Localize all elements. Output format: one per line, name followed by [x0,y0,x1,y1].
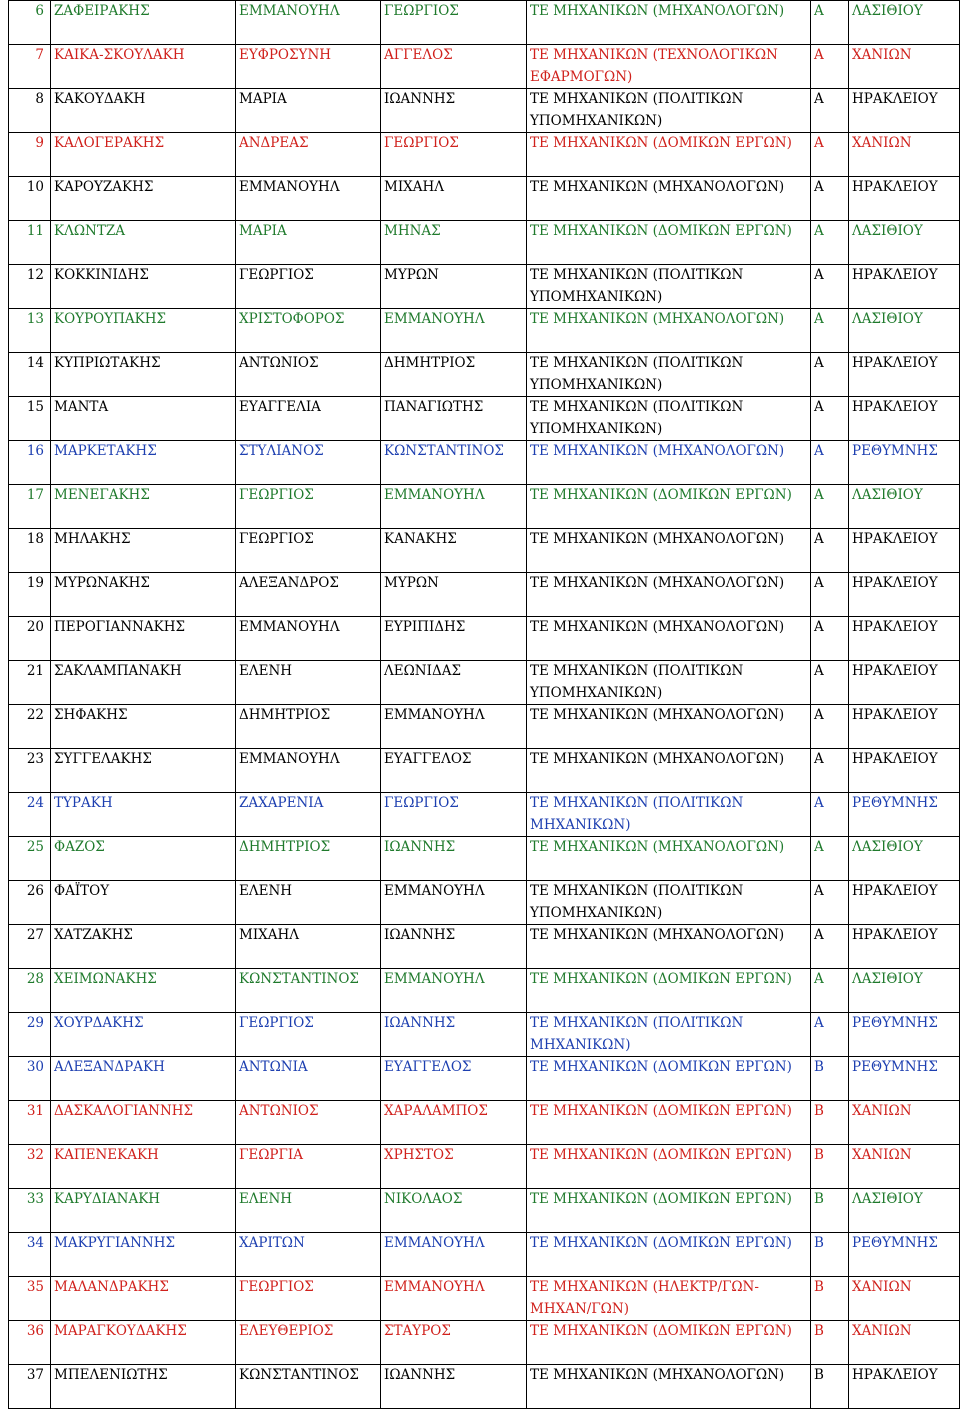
table-row [9,221,960,265]
grade-cell: Α [811,749,849,793]
table-row [9,89,960,133]
table-row [9,573,960,617]
father-name-cell: ΕΜΜΑΝΟΥΗΛ [381,705,527,749]
first-name-cell: ΚΩΝΣΤΑΝΤΙΝΟΣ [236,1365,381,1409]
table-row [9,1321,960,1365]
grade-cell: Α [811,441,849,485]
surname-cell: ΧΑΤΖΑΚΗΣ [51,925,236,969]
department-cell: ΤΕ ΜΗΧΑΝΙΚΩΝ (ΜΗΧΑΝΟΛΟΓΩΝ) [527,441,811,485]
surname-cell: ΜΑΡΑΓΚΟΥΔΑΚΗΣ [51,1321,236,1365]
region-cell: ΡΕΘΥΜΝΗΣ [849,793,960,837]
surname-cell: ΦΑΖΟΣ [51,837,236,881]
father-name-cell: ΓΕΩΡΓΙΟΣ [381,133,527,177]
row-number: 36 [9,1321,51,1365]
department-cell: ΤΕ ΜΗΧΑΝΙΚΩΝ (ΜΗΧΑΝΟΛΟΓΩΝ) [527,177,811,221]
row-number: 25 [9,837,51,881]
first-name-cell: ΓΕΩΡΓΙΟΣ [236,265,381,309]
father-name-cell: ΓΕΩΡΓΙΟΣ [381,793,527,837]
surname-cell: ΚΑΛΟΓΕΡΑΚΗΣ [51,133,236,177]
father-name-cell: ΕΜΜΑΝΟΥΗΛ [381,881,527,925]
department-cell: ΤΕ ΜΗΧΑΝΙΚΩΝ (ΔΟΜΙΚΩΝ ΕΡΓΩΝ) [527,1321,811,1365]
father-name-cell: ΧΡΗΣΤΟΣ [381,1145,527,1189]
table-row [9,397,960,441]
grade-cell: Α [811,309,849,353]
father-name-cell: ΕΜΜΑΝΟΥΗΛ [381,1277,527,1321]
father-name-cell: ΕΜΜΑΝΟΥΗΛ [381,309,527,353]
first-name-cell: ΧΑΡΙΤΩΝ [236,1233,381,1277]
father-name-cell: ΕΥΡΙΠΙΔΗΣ [381,617,527,661]
department-cell: ΤΕ ΜΗΧΑΝΙΚΩΝ (ΜΗΧΑΝΟΛΟΓΩΝ) [527,529,811,573]
department-cell: ΤΕ ΜΗΧΑΝΙΚΩΝ (ΔΟΜΙΚΩΝ ΕΡΓΩΝ) [527,969,811,1013]
surname-cell: ΧΕΙΜΩΝΑΚΗΣ [51,969,236,1013]
candidates-table [8,0,960,1409]
region-cell: ΧΑΝΙΩΝ [849,1321,960,1365]
region-cell: ΗΡΑΚΛΕΙΟΥ [849,705,960,749]
region-cell: ΛΑΣΙΘΙΟΥ [849,485,960,529]
table-row [9,485,960,529]
table-row [9,353,960,397]
department-cell: ΤΕ ΜΗΧΑΝΙΚΩΝ (ΔΟΜΙΚΩΝ ΕΡΓΩΝ) [527,1057,811,1101]
father-name-cell: ΕΥΑΓΓΕΛΟΣ [381,1057,527,1101]
father-name-cell: ΙΩΑΝΝΗΣ [381,837,527,881]
department-cell: ΤΕ ΜΗΧΑΝΙΚΩΝ (ΠΟΛΙΤΙΚΩΝ ΥΠΟΜΗΧΑΝΙΚΩΝ) [527,397,811,441]
father-name-cell: ΕΥΑΓΓΕΛΟΣ [381,749,527,793]
surname-cell: ΜΑΝΤΑ [51,397,236,441]
surname-cell: ΚΑΠΕΝΕΚΑΚΗ [51,1145,236,1189]
row-number: 28 [9,969,51,1013]
row-number: 11 [9,221,51,265]
table-row [9,661,960,705]
grade-cell: Α [811,45,849,89]
region-cell: ΗΡΑΚΛΕΙΟΥ [849,1365,960,1409]
grade-cell: Α [811,265,849,309]
region-cell: ΧΑΝΙΩΝ [849,133,960,177]
father-name-cell: ΜΗΝΑΣ [381,221,527,265]
row-number: 14 [9,353,51,397]
father-name-cell: ΑΓΓΕΛΟΣ [381,45,527,89]
father-name-cell: ΝΙΚΟΛΑΟΣ [381,1189,527,1233]
table-row [9,925,960,969]
surname-cell: ΚΑΚΟΥΔΑΚΗ [51,89,236,133]
row-number: 29 [9,1013,51,1057]
department-cell: ΤΕ ΜΗΧΑΝΙΚΩΝ (ΔΟΜΙΚΩΝ ΕΡΓΩΝ) [527,1189,811,1233]
first-name-cell: ΜΑΡΙΑ [236,221,381,265]
row-number: 31 [9,1101,51,1145]
department-cell: ΤΕ ΜΗΧΑΝΙΚΩΝ (ΠΟΛΙΤΙΚΩΝ ΥΠΟΜΗΧΑΝΙΚΩΝ) [527,881,811,925]
grade-cell: Α [811,397,849,441]
father-name-cell: ΙΩΑΝΝΗΣ [381,1365,527,1409]
region-cell: ΗΡΑΚΛΕΙΟΥ [849,749,960,793]
first-name-cell: ΑΝΔΡΕΑΣ [236,133,381,177]
father-name-cell: ΙΩΑΝΝΗΣ [381,1013,527,1057]
first-name-cell: ΕΥΦΡΟΣΥΝΗ [236,45,381,89]
first-name-cell: ΜΙΧΑΗΛ [236,925,381,969]
table-row [9,133,960,177]
first-name-cell: ΕΜΜΑΝΟΥΗΛ [236,617,381,661]
father-name-cell: ΚΩΝΣΤΑΝΤΙΝΟΣ [381,441,527,485]
department-cell: ΤΕ ΜΗΧΑΝΙΚΩΝ (ΜΗΧΑΝΟΛΟΓΩΝ) [527,573,811,617]
grade-cell: Α [811,1013,849,1057]
row-number: 7 [9,45,51,89]
first-name-cell: ΧΡΙΣΤΟΦΟΡΟΣ [236,309,381,353]
grade-cell: Α [811,705,849,749]
grade-cell: Β [811,1101,849,1145]
row-number: 35 [9,1277,51,1321]
surname-cell: ΦΑΪΤΟΥ [51,881,236,925]
surname-cell: ΚΥΠΡΙΩΤΑΚΗΣ [51,353,236,397]
row-number: 8 [9,89,51,133]
surname-cell: ΚΑΡΥΔΙΑΝΑΚΗ [51,1189,236,1233]
grade-cell: Β [811,1277,849,1321]
surname-cell: ΑΛΕΞΑΝΔΡΑΚΗ [51,1057,236,1101]
table-row [9,309,960,353]
first-name-cell: ΕΜΜΑΝΟΥΗΛ [236,1,381,45]
row-number: 15 [9,397,51,441]
department-cell: ΤΕ ΜΗΧΑΝΙΚΩΝ (ΜΗΧΑΝΟΛΟΓΩΝ) [527,749,811,793]
department-cell: ΤΕ ΜΗΧΑΝΙΚΩΝ (ΠΟΛΙΤΙΚΩΝ ΜΗΧΑΝΙΚΩΝ) [527,1013,811,1057]
table-row [9,617,960,661]
row-number: 32 [9,1145,51,1189]
surname-cell: ΧΟΥΡΔΑΚΗΣ [51,1013,236,1057]
department-cell: ΤΕ ΜΗΧΑΝΙΚΩΝ (ΜΗΧΑΝΟΛΟΓΩΝ) [527,837,811,881]
surname-cell: ΖΑΦΕΙΡΑΚΗΣ [51,1,236,45]
table-row [9,1101,960,1145]
region-cell: ΗΡΑΚΛΕΙΟΥ [849,661,960,705]
department-cell: ΤΕ ΜΗΧΑΝΙΚΩΝ (ΗΛΕΚΤΡ/ΓΩΝ-ΜΗΧΑΝ/ΓΩΝ) [527,1277,811,1321]
first-name-cell: ΣΤΥΛΙΑΝΟΣ [236,441,381,485]
first-name-cell: ΑΛΕΞΑΝΔΡΟΣ [236,573,381,617]
grade-cell: Β [811,1321,849,1365]
grade-cell: Α [811,353,849,397]
region-cell: ΛΑΣΙΘΙΟΥ [849,837,960,881]
department-cell: ΤΕ ΜΗΧΑΝΙΚΩΝ (ΜΗΧΑΝΟΛΟΓΩΝ) [527,925,811,969]
region-cell: ΛΑΣΙΘΙΟΥ [849,221,960,265]
row-number: 16 [9,441,51,485]
grade-cell: Α [811,925,849,969]
table-row [9,1189,960,1233]
grade-cell: Α [811,969,849,1013]
department-cell: ΤΕ ΜΗΧΑΝΙΚΩΝ (ΤΕΧΝΟΛΟΓΙΚΩΝ ΕΦΑΡΜΟΓΩΝ) [527,45,811,89]
region-cell: ΗΡΑΚΛΕΙΟΥ [849,573,960,617]
surname-cell: ΜΠΕΛΕΝΙΩΤΗΣ [51,1365,236,1409]
first-name-cell: ΓΕΩΡΓΙΟΣ [236,529,381,573]
row-number: 33 [9,1189,51,1233]
surname-cell: ΜΑΛΑΝΔΡΑΚΗΣ [51,1277,236,1321]
table-row [9,1145,960,1189]
department-cell: ΤΕ ΜΗΧΑΝΙΚΩΝ (ΜΗΧΑΝΟΛΟΓΩΝ) [527,309,811,353]
grade-cell: Α [811,221,849,265]
first-name-cell: ΔΗΜΗΤΡΙΟΣ [236,837,381,881]
region-cell: ΛΑΣΙΘΙΟΥ [849,1,960,45]
table-row [9,881,960,925]
region-cell: ΗΡΑΚΛΕΙΟΥ [849,353,960,397]
father-name-cell: ΜΥΡΩΝ [381,573,527,617]
surname-cell: ΠΕΡΟΓΙΑΝΝΑΚΗΣ [51,617,236,661]
region-cell: ΛΑΣΙΘΙΟΥ [849,1189,960,1233]
row-number: 24 [9,793,51,837]
first-name-cell: ΕΛΕΝΗ [236,1189,381,1233]
surname-cell: ΜΑΚΡΥΓΙΑΝΝΗΣ [51,1233,236,1277]
surname-cell: ΚΑΙΚΑ-ΣΚΟΥΛΑΚΗ [51,45,236,89]
department-cell: ΤΕ ΜΗΧΑΝΙΚΩΝ (ΔΟΜΙΚΩΝ ΕΡΓΩΝ) [527,1145,811,1189]
grade-cell: Β [811,1365,849,1409]
grade-cell: Α [811,793,849,837]
grade-cell: Α [811,89,849,133]
table-row [9,1277,960,1321]
first-name-cell: ΓΕΩΡΓΙΑ [236,1145,381,1189]
first-name-cell: ΓΕΩΡΓΙΟΣ [236,485,381,529]
first-name-cell: ΕΛΕΝΗ [236,881,381,925]
surname-cell: ΔΑΣΚΑΛΟΓΙΑΝΝΗΣ [51,1101,236,1145]
grade-cell: Β [811,1145,849,1189]
father-name-cell: ΕΜΜΑΝΟΥΗΛ [381,485,527,529]
surname-cell: ΚΑΡΟΥΖΑΚΗΣ [51,177,236,221]
first-name-cell: ΓΕΩΡΓΙΟΣ [236,1013,381,1057]
region-cell: ΗΡΑΚΛΕΙΟΥ [849,529,960,573]
grade-cell: Α [811,133,849,177]
region-cell: ΡΕΘΥΜΝΗΣ [849,1057,960,1101]
father-name-cell: ΙΩΑΝΝΗΣ [381,89,527,133]
first-name-cell: ΖΑΧΑΡΕΝΙΑ [236,793,381,837]
department-cell: ΤΕ ΜΗΧΑΝΙΚΩΝ (ΔΟΜΙΚΩΝ ΕΡΓΩΝ) [527,485,811,529]
table-row [9,1365,960,1409]
row-number: 26 [9,881,51,925]
department-cell: ΤΕ ΜΗΧΑΝΙΚΩΝ (ΔΟΜΙΚΩΝ ΕΡΓΩΝ) [527,1101,811,1145]
surname-cell: ΣΗΦΑΚΗΣ [51,705,236,749]
surname-cell: ΚΛΩΝΤΖΑ [51,221,236,265]
table-row [9,1057,960,1101]
father-name-cell: ΚΑΝΑΚΗΣ [381,529,527,573]
department-cell: ΤΕ ΜΗΧΑΝΙΚΩΝ (ΠΟΛΙΤΙΚΩΝ ΥΠΟΜΗΧΑΝΙΚΩΝ) [527,265,811,309]
row-number: 21 [9,661,51,705]
region-cell: ΗΡΑΚΛΕΙΟΥ [849,177,960,221]
table-row [9,837,960,881]
first-name-cell: ΑΝΤΩΝΙΟΣ [236,1101,381,1145]
first-name-cell: ΚΩΝΣΤΑΝΤΙΝΟΣ [236,969,381,1013]
table-row [9,265,960,309]
department-cell: ΤΕ ΜΗΧΑΝΙΚΩΝ (ΜΗΧΑΝΟΛΟΓΩΝ) [527,1,811,45]
department-cell: ΤΕ ΜΗΧΑΝΙΚΩΝ (ΔΟΜΙΚΩΝ ΕΡΓΩΝ) [527,1233,811,1277]
grade-cell: Α [811,1,849,45]
table-row [9,1013,960,1057]
grade-cell: Α [811,617,849,661]
father-name-cell: ΛΕΩΝΙΔΑΣ [381,661,527,705]
surname-cell: ΚΟΚΚΙΝΙΔΗΣ [51,265,236,309]
row-number: 37 [9,1365,51,1409]
region-cell: ΧΑΝΙΩΝ [849,1101,960,1145]
grade-cell: Α [811,661,849,705]
region-cell: ΧΑΝΙΩΝ [849,1277,960,1321]
department-cell: ΤΕ ΜΗΧΑΝΙΚΩΝ (ΜΗΧΑΝΟΛΟΓΩΝ) [527,1365,811,1409]
grade-cell: Α [811,177,849,221]
surname-cell: ΜΑΡΚΕΤΑΚΗΣ [51,441,236,485]
department-cell: ΤΕ ΜΗΧΑΝΙΚΩΝ (ΠΟΛΙΤΙΚΩΝ ΜΗΧΑΝΙΚΩΝ) [527,793,811,837]
grade-cell: Β [811,1057,849,1101]
surname-cell: ΣΑΚΛΑΜΠΑΝΑΚΗ [51,661,236,705]
region-cell: ΡΕΘΥΜΝΗΣ [849,441,960,485]
father-name-cell: ΜΥΡΩΝ [381,265,527,309]
father-name-cell: ΕΜΜΑΝΟΥΗΛ [381,1233,527,1277]
father-name-cell: ΓΕΩΡΓΙΟΣ [381,1,527,45]
region-cell: ΧΑΝΙΩΝ [849,1145,960,1189]
first-name-cell: ΕΛΕΝΗ [236,661,381,705]
grade-cell: Α [811,881,849,925]
first-name-cell: ΕΜΜΑΝΟΥΗΛ [236,177,381,221]
table-row [9,1,960,45]
row-number: 19 [9,573,51,617]
row-number: 18 [9,529,51,573]
row-number: 12 [9,265,51,309]
region-cell: ΛΑΣΙΘΙΟΥ [849,969,960,1013]
table-row [9,45,960,89]
region-cell: ΧΑΝΙΩΝ [849,45,960,89]
first-name-cell: ΔΗΜΗΤΡΙΟΣ [236,705,381,749]
table-row [9,793,960,837]
row-number: 22 [9,705,51,749]
first-name-cell: ΑΝΤΩΝΙΑ [236,1057,381,1101]
father-name-cell: ΕΜΜΑΝΟΥΗΛ [381,969,527,1013]
department-cell: ΤΕ ΜΗΧΑΝΙΚΩΝ (ΔΟΜΙΚΩΝ ΕΡΓΩΝ) [527,133,811,177]
department-cell: ΤΕ ΜΗΧΑΝΙΚΩΝ (ΠΟΛΙΤΙΚΩΝ ΥΠΟΜΗΧΑΝΙΚΩΝ) [527,661,811,705]
region-cell: ΗΡΑΚΛΕΙΟΥ [849,397,960,441]
table-row [9,969,960,1013]
table-body [9,1,960,1409]
table-row [9,441,960,485]
row-number: 13 [9,309,51,353]
table-row [9,177,960,221]
row-number: 17 [9,485,51,529]
row-number: 9 [9,133,51,177]
row-number: 23 [9,749,51,793]
row-number: 20 [9,617,51,661]
grade-cell: Α [811,573,849,617]
surname-cell: ΜΗΛΑΚΗΣ [51,529,236,573]
department-cell: ΤΕ ΜΗΧΑΝΙΚΩΝ (ΠΟΛΙΤΙΚΩΝ ΥΠΟΜΗΧΑΝΙΚΩΝ) [527,89,811,133]
row-number: 10 [9,177,51,221]
surname-cell: ΣΥΓΓΕΛΑΚΗΣ [51,749,236,793]
father-name-cell: ΜΙΧΑΗΛ [381,177,527,221]
first-name-cell: ΕΜΜΑΝΟΥΗΛ [236,749,381,793]
region-cell: ΗΡΑΚΛΕΙΟΥ [849,617,960,661]
table-row [9,529,960,573]
grade-cell: Β [811,1189,849,1233]
father-name-cell: ΙΩΑΝΝΗΣ [381,925,527,969]
grade-cell: Β [811,1233,849,1277]
region-cell: ΡΕΘΥΜΝΗΣ [849,1013,960,1057]
surname-cell: ΜΥΡΩΝΑΚΗΣ [51,573,236,617]
father-name-cell: ΣΤΑΥΡΟΣ [381,1321,527,1365]
row-number: 27 [9,925,51,969]
grade-cell: Α [811,837,849,881]
region-cell: ΗΡΑΚΛΕΙΟΥ [849,925,960,969]
first-name-cell: ΕΛΕΥΘΕΡΙΟΣ [236,1321,381,1365]
table-row [9,705,960,749]
department-cell: ΤΕ ΜΗΧΑΝΙΚΩΝ (ΜΗΧΑΝΟΛΟΓΩΝ) [527,705,811,749]
surname-cell: ΜΕΝΕΓΑΚΗΣ [51,485,236,529]
father-name-cell: ΔΗΜΗΤΡΙΟΣ [381,353,527,397]
department-cell: ΤΕ ΜΗΧΑΝΙΚΩΝ (ΠΟΛΙΤΙΚΩΝ ΥΠΟΜΗΧΑΝΙΚΩΝ) [527,353,811,397]
region-cell: ΛΑΣΙΘΙΟΥ [849,309,960,353]
father-name-cell: ΠΑΝΑΓΙΩΤΗΣ [381,397,527,441]
grade-cell: Α [811,529,849,573]
first-name-cell: ΜΑΡΙΑ [236,89,381,133]
father-name-cell: ΧΑΡΑΛΑΜΠΟΣ [381,1101,527,1145]
region-cell: ΗΡΑΚΛΕΙΟΥ [849,89,960,133]
grade-cell: Α [811,485,849,529]
first-name-cell: ΑΝΤΩΝΙΟΣ [236,353,381,397]
department-cell: ΤΕ ΜΗΧΑΝΙΚΩΝ (ΜΗΧΑΝΟΛΟΓΩΝ) [527,617,811,661]
first-name-cell: ΓΕΩΡΓΙΟΣ [236,1277,381,1321]
region-cell: ΗΡΑΚΛΕΙΟΥ [849,265,960,309]
row-number: 6 [9,1,51,45]
department-cell: ΤΕ ΜΗΧΑΝΙΚΩΝ (ΔΟΜΙΚΩΝ ΕΡΓΩΝ) [527,221,811,265]
region-cell: ΡΕΘΥΜΝΗΣ [849,1233,960,1277]
surname-cell: ΤΥΡΑΚΗ [51,793,236,837]
table-row [9,749,960,793]
first-name-cell: ΕΥΑΓΓΕΛΙΑ [236,397,381,441]
row-number: 34 [9,1233,51,1277]
row-number: 30 [9,1057,51,1101]
surname-cell: ΚΟΥΡΟΥΠΑΚΗΣ [51,309,236,353]
region-cell: ΗΡΑΚΛΕΙΟΥ [849,881,960,925]
table-row [9,1233,960,1277]
